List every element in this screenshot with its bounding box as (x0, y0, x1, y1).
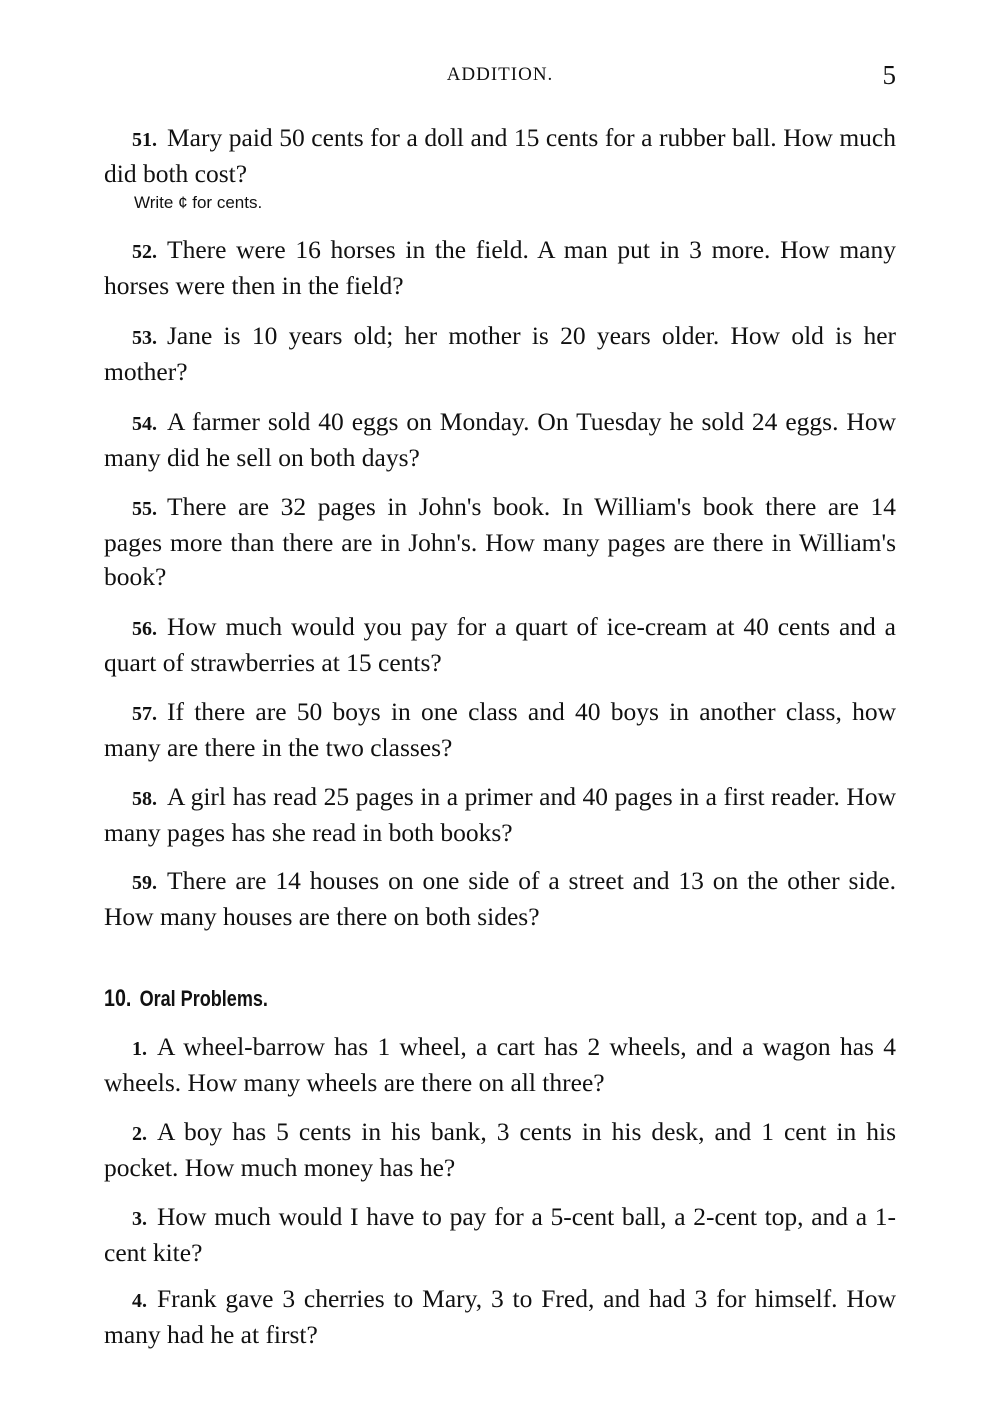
problem-number: 51. (132, 129, 157, 151)
problem-text: If there are 50 boys in one class and 40 boys in another class, how many are there in the two classes? (104, 697, 896, 762)
running-head (104, 60, 896, 90)
oral-problem-3 (104, 1200, 896, 1270)
problem-55 (104, 490, 896, 594)
problem-number: 56. (132, 618, 157, 640)
problem-number: 54. (132, 413, 157, 435)
running-title: ADDITION. (446, 64, 554, 85)
problem-59 (104, 864, 896, 934)
problem-text: How much would you pay for a quart of ice-cream at 40 cents and a quart of strawberries at 15 cents? (104, 612, 896, 677)
problem-number: 52. (132, 241, 157, 263)
problem-51 (104, 121, 896, 191)
page-number: 5 (882, 60, 896, 90)
oral-problem-2 (104, 1115, 896, 1185)
problem-number: 57. (132, 703, 157, 725)
problem-text: How much would I have to pay for a 5-cent ball, a 2-cent top, and a 1-cent kite? (104, 1202, 896, 1267)
problem-number: 53. (132, 327, 157, 349)
problem-57 (104, 695, 896, 765)
problem-number: 59. (132, 872, 157, 894)
section-heading (104, 985, 268, 1013)
problem-56 (104, 610, 896, 680)
problem-53 (104, 319, 896, 389)
problem-text: Mary paid 50 cents for a doll and 15 cents for a rubber ball. How much did both cost? (104, 123, 896, 188)
section-title: Oral Problems. (139, 986, 268, 1011)
problem-54 (104, 405, 896, 475)
problem-number: 58. (132, 788, 157, 810)
problem-text: A boy has 5 cents in his bank, 3 cents in his desk, and 1 cent in his pocket. How much money has he? (104, 1117, 896, 1182)
problem-52 (104, 233, 896, 303)
problem-text: Frank gave 3 cherries to Mary, 3 to Fred, and had 3 for himself. How many had he at first? (104, 1284, 896, 1349)
problem-number: 55. (132, 498, 157, 520)
section-number: 10. (104, 985, 132, 1012)
problem-text: A girl has read 25 pages in a primer and 40 pages in a first reader. How many pages has she read in both books? (104, 782, 896, 847)
problem-text: There are 32 pages in John's book. In William's book there are 14 pages more than there are in John's. How many pages are there in William's book? (104, 492, 896, 591)
problem-58 (104, 780, 896, 850)
problem-text: There are 14 houses on one side of a street and 13 on the other side. How many houses are there on both sides? (104, 866, 896, 931)
problem-number: 2. (132, 1123, 147, 1145)
problem-text: Jane is 10 years old; her mother is 20 years older. How old is her mother? (104, 321, 896, 386)
oral-problem-1 (104, 1030, 896, 1100)
problem-text: A farmer sold 40 eggs on Monday. On Tuesday he sold 24 eggs. How many did he sell on both days? (104, 407, 896, 472)
problem-number: 1. (132, 1038, 147, 1060)
problem-number: 4. (132, 1290, 147, 1312)
problem-number: 3. (132, 1208, 147, 1230)
problem-text: There were 16 horses in the field. A man put in 3 more. How many horses were then in the field? (104, 235, 896, 300)
oral-problem-4 (104, 1282, 896, 1352)
note-cents: Write ¢ for cents. (134, 193, 263, 212)
problem-text: A wheel-barrow has 1 wheel, a cart has 2 wheels, and a wagon has 4 wheels. How many wheels are there on all three? (104, 1032, 896, 1097)
